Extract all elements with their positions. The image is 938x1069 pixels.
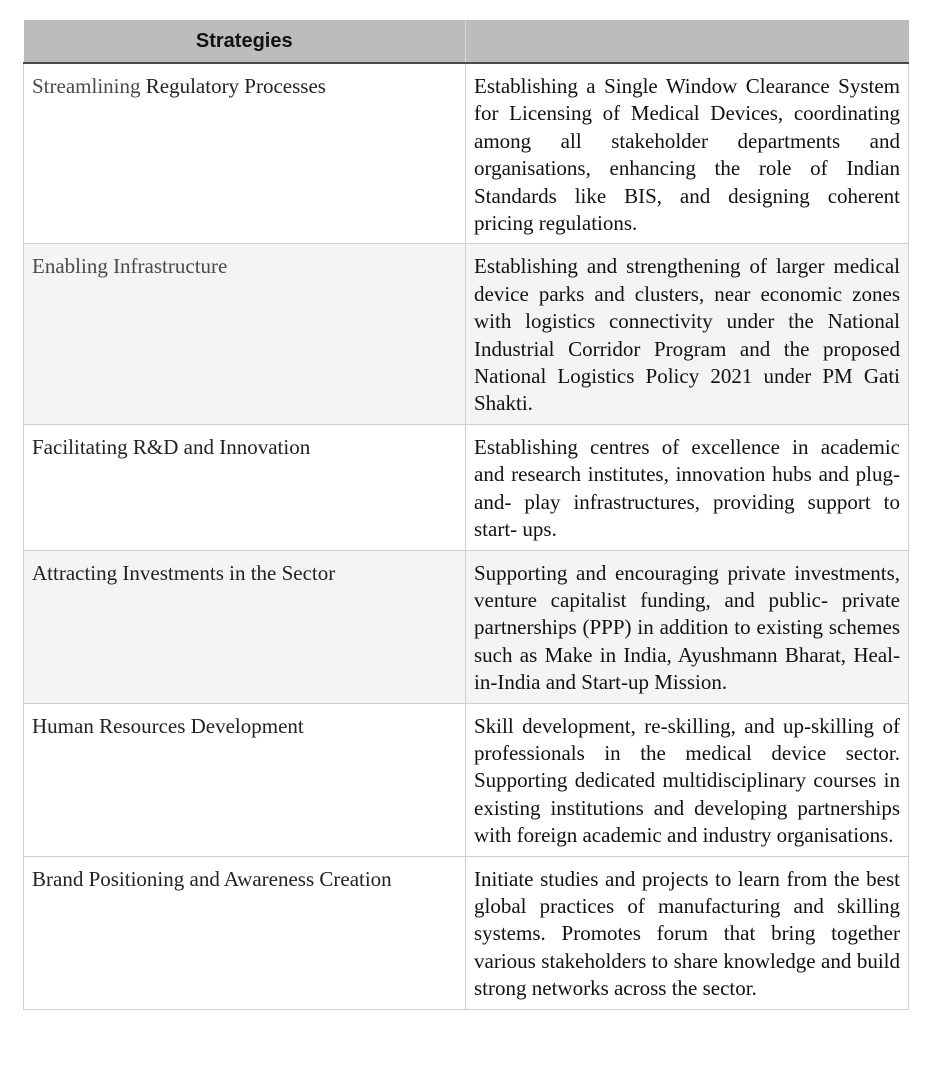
strategy-description: Establishing and strengthening of larger medical device parks and clusters, near economic zones with logistics connectivity under the National Industrial Corridor Program and the proposed National Logistics Policy 2021 under PM Gati Shakti. — [466, 244, 909, 424]
strategy-description: Establishing centres of excellence in academic and research institutes, innovation hubs and plug-and- play infrastructures, providing support to start- ups. — [466, 424, 909, 550]
table-row — [24, 244, 909, 424]
strategy-name-rest: Brand Positioning and Awareness Creation — [32, 866, 392, 891]
strategy-name — [24, 703, 466, 856]
strategy-name — [24, 244, 466, 424]
table-row — [24, 424, 909, 550]
strategy-name — [24, 63, 466, 244]
table-header — [24, 20, 909, 63]
strategy-description: Establishing a Single Window Clearance System for Licensing of Medical Devices, coordinating among all stakeholder departments and organisations, enhancing the role of Indian Standards like BIS, and designing coherent pricing regulations. — [466, 63, 909, 244]
strategy-description: Skill development, re-skilling, and up-skilling of professionals in the medical device sector. Supporting dedicated multidisciplinary courses in existing institutions and developing partnerships with foreign academic and industry organisations. — [466, 703, 909, 856]
header-strategies: Strategies — [24, 20, 466, 63]
strategy-name-rest: Attracting Investments in the Sector — [32, 560, 336, 585]
strategies-table — [23, 20, 909, 1010]
strategy-name-prefix: Streamlining — [32, 74, 141, 98]
header-description — [466, 20, 909, 63]
table-row — [24, 703, 909, 856]
table-body — [24, 63, 909, 1009]
strategy-name-rest: Human Resources Development — [32, 713, 304, 738]
table-row — [24, 856, 909, 1009]
strategy-description: Initiate studies and projects to learn from the best global practices of manufacturing and skilling systems. Promotes forum that bring together various stakeholders to share knowledge and build strong networks across the sector. — [466, 856, 909, 1009]
table-row — [24, 550, 909, 703]
strategy-name — [24, 550, 466, 703]
strategy-name-rest: Facilitating R&D and Innovation — [32, 434, 311, 459]
table-row — [24, 63, 909, 244]
strategy-name-prefix: Enabling Infrastructure — [32, 254, 228, 279]
strategy-description: Supporting and encouraging private investments, venture capitalist funding, and public- private partnerships (PPP) in addition to existing schemes such as Make in India, Ayushmann Bharat, Heal-in-India and Start-up Mission. — [466, 550, 909, 703]
strategy-name-rest: Regulatory Processes — [140, 74, 326, 98]
header-row — [24, 20, 909, 63]
strategy-name — [24, 856, 466, 1009]
strategy-name — [24, 424, 466, 550]
